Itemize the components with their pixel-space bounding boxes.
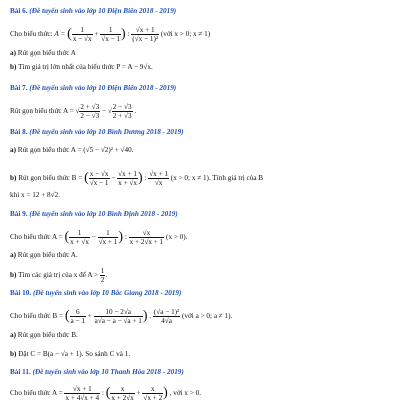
problem-10-item-a: a) Rút gọn biểu thức B. <box>10 331 78 339</box>
problem-9-heading: Bài 9. (Đề tuyển sinh vào lớp 10 Bình Định 2018 - 2019) <box>10 210 178 218</box>
problem-9-item-b: b) Tìm các giá trị của x để A > $\frac{1}{2}$ . <box>10 267 108 284</box>
problem-8-item-b-cont: khi x = 12 + 8√2. <box>10 191 60 199</box>
problem-8-item-b: b) Rút gọn biểu thức B = ( $\frac{x - √x}{√x - 1}$ − $\frac{√x + 1}{x + √x}$ ) : $\frac{√x + 1}{√x}$ (x > 0; x ≠ 1). Tính giá trị của B <box>10 170 264 187</box>
problem-9-item-a: a) Rút gọn biểu thức A. <box>10 251 78 259</box>
problem-8-heading: Bài 8. (Đề tuyển sinh vào lớp 10 Bình Dương 2018 - 2019) <box>10 128 184 136</box>
problem-10-item-b: b) Đặt C = B(a − √a + 1). So sánh C và 1. <box>10 350 131 358</box>
problem-6-statement: Cho biểu thức: A = ( $\frac{1}{x - √x}$ + $\frac{1}{√x - 1}$ ) : $\frac{√x + 1}{\text{(√x − 1)²}}$ (với x > 0; x ≠ 1) <box>10 26 211 43</box>
problem-7-statement: Rút gọn biểu thức A = √ $\frac{2 + √3}{2 - √3}$ − √ $\frac{2 - √3}{2 + √3}$ . <box>10 103 137 120</box>
problem-6-heading: Bài 6. (Đề tuyển sinh vào lớp 10 Điện Biên 2018 - 2019) <box>10 7 177 15</box>
problem-11-statement: Cho biểu thức A = $\frac{√x + 1}{x + 4√x + 4}$ : ( $\frac{x}{x + 2√x}$ + $\frac{x}{√x + 2}$ ) , với x > 0. <box>10 385 202 402</box>
problem-6-item-b: b) Tìm giá trị lớn nhất của biểu thức P = A − 9√x. <box>10 63 153 71</box>
problem-7-heading: Bài 7. (Đề tuyển sinh vào lớp 10 Điện Biên 2018 - 2019) <box>10 84 177 92</box>
problem-9-statement: Cho biểu thức A = ( $\frac{1}{x + √x}$ − $\frac{1}{√x + 1}$ ) : $\frac{√x}{x + 2√x + 1}$ (x > 0). <box>10 229 188 246</box>
problem-10-heading: Bài 10. (Đề tuyển sinh vào lớp 10 Bắc Giang 2018 - 2019) <box>10 289 182 297</box>
problem-8-item-a: a) Rút gọn biểu thức A = (√5 − √2)² + √40. <box>10 146 134 154</box>
problem-11-heading: Bài 11. (Đề tuyển sinh vào lớp 10 Thanh Hóa 2018 - 2019) <box>10 368 184 376</box>
problem-10-statement: Cho biểu thức B = ( $\frac{6}{a - 1}$ + $\frac{10 - 2√a}{a√a - a - √a + 1}$ ) . $\frac{\text{(√a − 1)²}}{4√a}$ (với a > 0; a ≠ 1). <box>10 308 233 325</box>
problem-6-item-a: a) Rút gọn biểu thức A <box>10 49 76 57</box>
